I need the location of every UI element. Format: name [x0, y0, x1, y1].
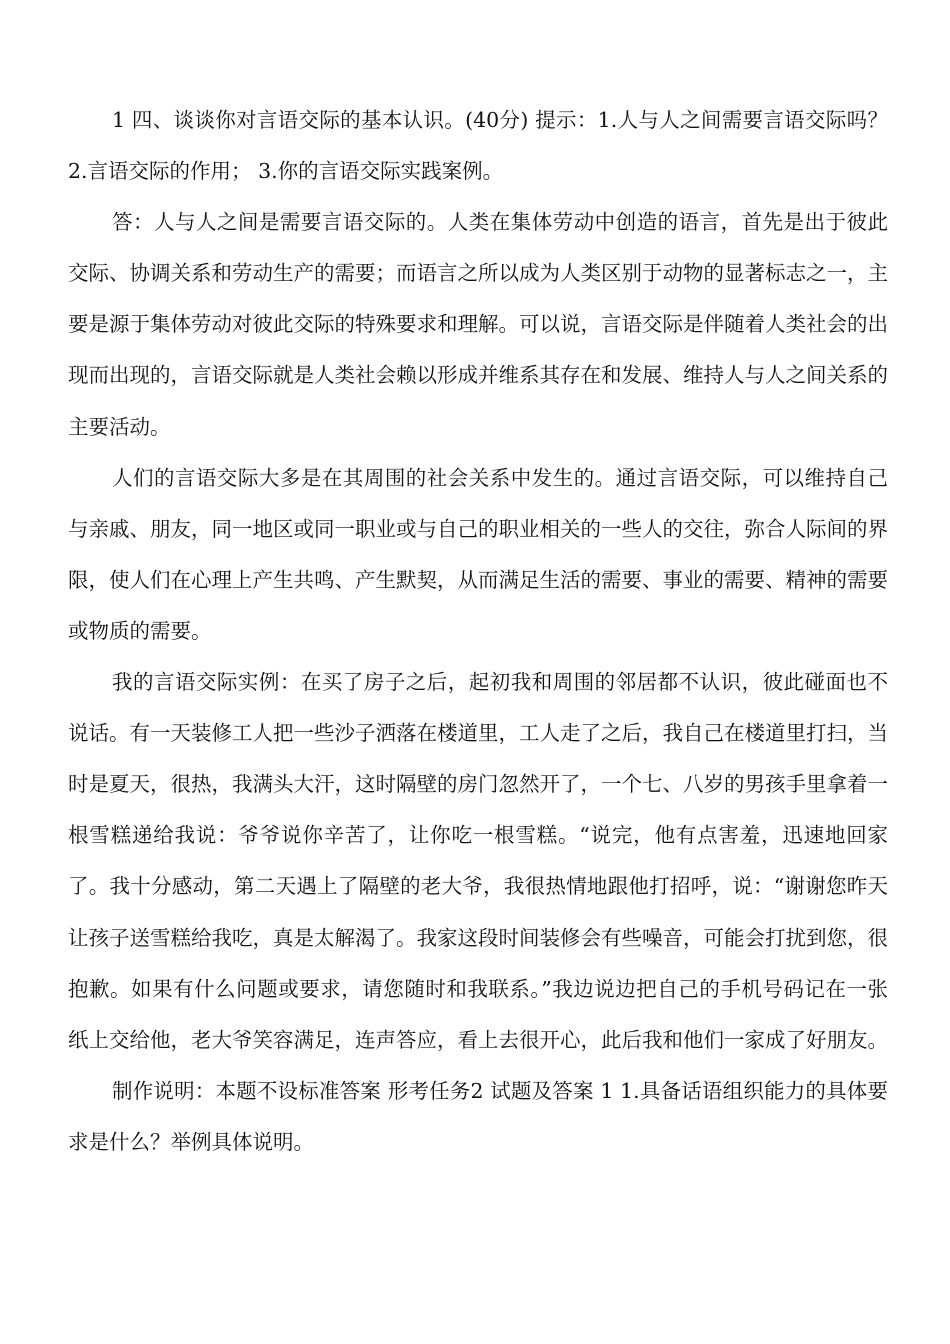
- answer-paragraph-example: 我的言语交际实例：在买了房子之后，起初我和周围的邻居都不认识，彼此碰面也不说话。有一天装修工人把一些沙子洒落在楼道里，工人走了之后，我自己在楼道里打扫，当时是夏天，很热，我满头大汗，这时隔壁的房门忽然开了，一个七、八岁的男孩手里拿着一根雪糕递给我说：爷爷说你辛苦了，让你吃一根雪糕。“说完，他有点害羞，迅速地回家了。我十分感动，第二天遇上了隔壁的老大爷，我很热情地跟他打招呼，说：“谢谢您昨天让孩子送雪糕给我吃，真是太解渴了。我家这段时间装修会有些噪音，可能会打扰到您，很抱歉。如果有什么问题或要求，请您随时和我联系。”我边说边把自己的手机号码记在一张纸上交给他，老大爷笑容满足，连声答应，看上去很开心，此后我和他们一家成了好朋友。: [68, 670, 888, 1052]
- production-note-paragraph: 制作说明：本题不设标准答案 形考任务2 试题及答案 1 1.具备话语组织能力的具体要求是什么？举例具体说明。: [68, 1078, 888, 1154]
- answer-paragraph-social-relations: 人们的言语交际大多是在其周围的社会关系中发生的。通过言语交际，可以维持自己与亲戚、朋友，同一地区或同一职业或与自己的职业相关的一些人的交往，弥合人际间的界限，使人们在心理上产生共鸣、产生默契，从而满足生活的需要、事业的需要、精神的需要或物质的需要。: [68, 465, 888, 643]
- document-body: [68, 95, 888, 1168]
- question-prompt-paragraph: 1 四、谈谈你对言语交际的基本认识。(40分) 提示：1.人与人之间需要言语交际吗？ 2.言语交际的作用； 3.你的言语交际实践案例。: [68, 108, 888, 184]
- answer-paragraph-intro: 答：人与人之间是需要言语交际的。人类在集体劳动中创造的语言，首先是出于彼此交际、协调关系和劳动生产的需要；而语言之所以成为人类区别于动物的显著标志之一，主要是源于集体劳动对彼此交际的特殊要求和理解。可以说，言语交际是伴随着人类社会的出现而出现的，言语交际就是人类社会赖以形成并维系其存在和发展、维持人与人之间关系的主要活动。: [68, 210, 888, 439]
